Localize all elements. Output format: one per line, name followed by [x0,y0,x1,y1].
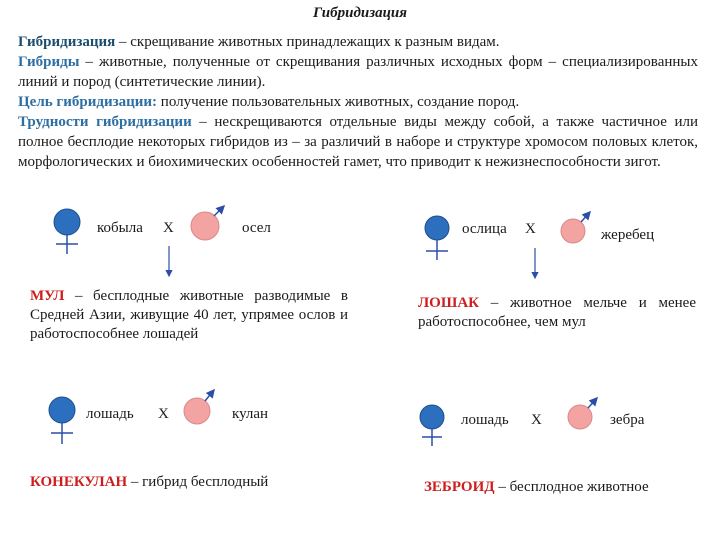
definition-text: – животные, полученные от скрещивания различных исходных форм – специализированных линий и пород (синтетические линии). [18,54,698,90]
cross-sign: Х [531,412,542,428]
term-hybridization: Гибридизация [18,34,116,50]
term-goal: Цель гибридизации: [18,94,158,110]
definition-text: – нескрещиваются отдельные виды между собой, а также частичное или полное бесплодие некоторых гибридов из – за различий в наборе и структуре хромосом половых клеток, морфологических и биохимических особенностей гамет, что приводит к нежизнеспособности зигот. [18,114,698,170]
male-label: жеребец [601,227,655,243]
female-symbol-icon [49,397,75,444]
female-label: лошадь [86,406,134,422]
female-symbol-icon [420,405,444,446]
result-text: – животное мельче и менее работоспособнее, чем мул [418,295,696,330]
result-name: КОНЕКУЛАН [30,474,128,490]
result-name: ЛОШАК [418,295,480,311]
female-label: кобыла [97,220,143,236]
male-symbol-icon [561,212,590,243]
result-text: – гибрид бесплодный [127,474,269,490]
female-label: ослица [462,221,507,237]
result-text: – бесплодные животные разводимые в Средней Азии, живущие 40 лет, упрямее ослов и работоспособнее лошадей [30,288,348,342]
male-label: зебра [610,412,645,428]
female-label: лошадь [461,412,509,428]
term-difficulties: Трудности гибридизации [18,114,192,130]
page-title: Гибридизация [313,5,407,21]
male-symbol-icon [568,398,597,429]
male-label: осел [242,220,271,236]
result-text: – бесплодное животное [494,479,649,495]
result-description [424,478,714,497]
result-name: МУЛ [30,288,65,304]
female-symbol-icon [425,216,449,260]
result-description [418,294,696,332]
definition-text: – скрещивание животных принадлежащих к разным видам. [115,34,500,50]
cross-sign: Х [163,220,174,236]
female-symbol-icon [54,209,80,254]
cross-sign: Х [158,406,169,422]
term-hybrids: Гибриды [18,54,80,70]
male-symbol-icon [184,390,214,424]
cross-sign: Х [525,221,536,237]
male-symbol-icon [191,206,224,240]
result-description [30,287,348,344]
definition-text: получение пользовательных животных, создание пород. [157,94,520,110]
result-description [30,473,360,492]
result-name: ЗЕБРОИД [424,479,495,495]
male-label: кулан [232,406,269,422]
